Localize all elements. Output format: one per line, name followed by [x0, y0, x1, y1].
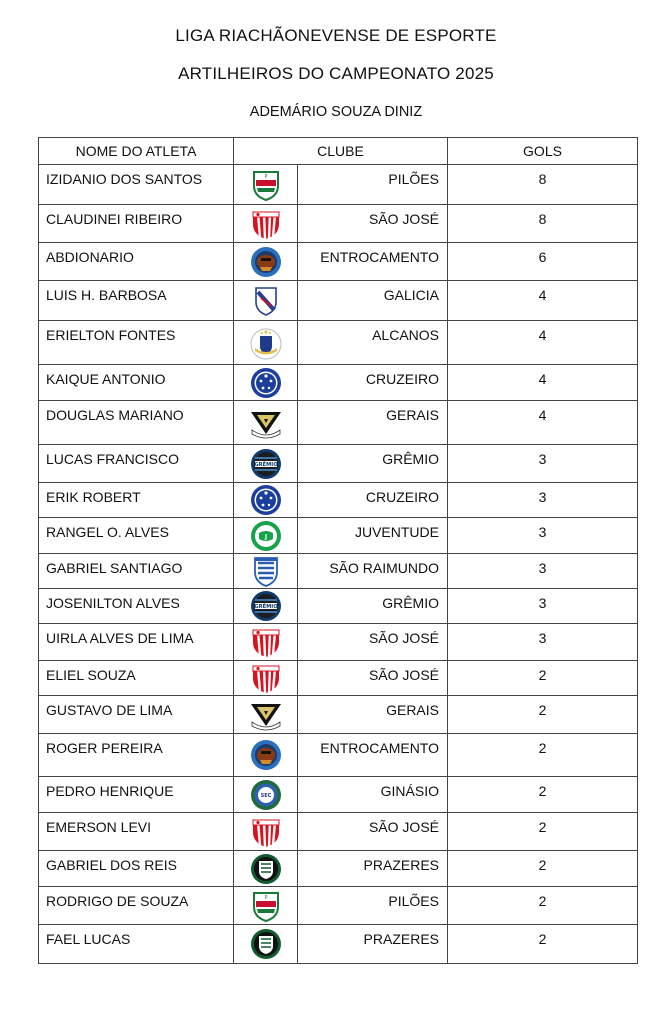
column-header-club: CLUBE	[234, 138, 448, 165]
entrocamento-crest-icon	[249, 738, 283, 772]
club-name: SÃO RAIMUNDO	[298, 554, 448, 589]
club-name: PILÕES	[298, 165, 448, 205]
sao-jose-crest-icon	[249, 207, 283, 241]
club-name: SÃO JOSÉ	[298, 624, 448, 661]
athlete-name: CLAUDINEI RIBEIRO	[39, 205, 234, 243]
goal-count: 4	[448, 365, 638, 401]
goal-count: 4	[448, 401, 638, 445]
table-row	[39, 281, 638, 321]
gremio-crest-icon	[249, 589, 283, 623]
club-name: GINÁSIO	[298, 777, 448, 813]
table-row	[39, 205, 638, 243]
club-crest-cell	[234, 589, 298, 624]
sao-jose-crest-icon	[249, 815, 283, 849]
club-crest-cell	[234, 281, 298, 321]
goal-count: 3	[448, 624, 638, 661]
club-crest-cell	[234, 851, 298, 887]
cruzeiro-crest-icon	[249, 366, 283, 400]
club-crest-cell	[234, 518, 298, 554]
club-crest-cell	[234, 321, 298, 365]
column-header-athlete: NOME DO ATLETA	[39, 138, 234, 165]
goal-count: 2	[448, 887, 638, 925]
athlete-name: JOSENILTON ALVES	[39, 589, 234, 624]
club-crest-cell	[234, 445, 298, 483]
gerais-crest-icon	[249, 698, 283, 732]
athlete-name: FAEL LUCAS	[39, 925, 234, 964]
athlete-name: LUIS H. BARBOSA	[39, 281, 234, 321]
table-row	[39, 887, 638, 925]
club-name: SÃO JOSÉ	[298, 205, 448, 243]
club-crest-cell	[234, 365, 298, 401]
club-crest-cell	[234, 165, 298, 205]
goal-count: 4	[448, 281, 638, 321]
table-row	[39, 661, 638, 696]
club-name: SÃO JOSÉ	[298, 661, 448, 696]
goal-count: 2	[448, 734, 638, 777]
league-title: LIGA RIACHÃONEVENSE DE ESPORTE	[175, 26, 497, 45]
athlete-name: ERIELTON FONTES	[39, 321, 234, 365]
alcanos-crest-icon	[249, 326, 283, 360]
athlete-name: ABDIONARIO	[39, 243, 234, 281]
galicia-crest-icon	[249, 284, 283, 318]
goal-count: 2	[448, 661, 638, 696]
table-row	[39, 165, 638, 205]
athlete-name: ELIEL SOUZA	[39, 661, 234, 696]
table-row	[39, 445, 638, 483]
juventude-crest-icon	[249, 519, 283, 553]
athlete-name: DOUGLAS MARIANO	[39, 401, 234, 445]
svg-text:GRÊMIO: GRÊMIO	[253, 461, 278, 468]
table-row	[39, 813, 638, 851]
goal-count: 8	[448, 165, 638, 205]
club-crest-cell	[234, 483, 298, 518]
svg-text:SEC: SEC	[260, 792, 271, 799]
club-name: ALCANOS	[298, 321, 448, 365]
piloes-crest-icon	[249, 168, 283, 202]
club-crest-cell	[234, 777, 298, 813]
athlete-name: LUCAS FRANCISCO	[39, 445, 234, 483]
club-name: PRAZERES	[298, 925, 448, 964]
goal-count: 2	[448, 851, 638, 887]
table-row	[39, 777, 638, 813]
svg-text:GRÊMIO: GRÊMIO	[253, 604, 278, 610]
table-row	[39, 243, 638, 281]
club-name: CRUZEIRO	[298, 365, 448, 401]
competition-subtitle: ADEMÁRIO SOUZA DINIZ	[249, 104, 423, 120]
athlete-name: EMERSON LEVI	[39, 813, 234, 851]
club-crest-cell	[234, 661, 298, 696]
club-crest-cell	[234, 887, 298, 925]
goal-count: 3	[448, 589, 638, 624]
piloes-crest-icon	[249, 889, 283, 923]
athlete-name: ERIK ROBERT	[39, 483, 234, 518]
table-row	[39, 401, 638, 445]
goal-count: 6	[448, 243, 638, 281]
goal-count: 4	[448, 321, 638, 365]
goal-count: 3	[448, 554, 638, 589]
athlete-name: ROGER PEREIRA	[39, 734, 234, 777]
goal-count: 2	[448, 813, 638, 851]
table-row	[39, 518, 638, 554]
club-name: PRAZERES	[298, 851, 448, 887]
club-crest-cell	[234, 554, 298, 589]
club-name: JUVENTUDE	[298, 518, 448, 554]
table-row	[39, 925, 638, 964]
athlete-name: RODRIGO DE SOUZA	[39, 887, 234, 925]
club-name: PILÕES	[298, 887, 448, 925]
club-name: GRÊMIO	[298, 445, 448, 483]
goal-count: 3	[448, 518, 638, 554]
cruzeiro-crest-icon	[249, 483, 283, 517]
table-row	[39, 624, 638, 661]
column-header-goals: GOLS	[448, 138, 638, 165]
ginasio-crest-icon	[249, 778, 283, 812]
club-name: CRUZEIRO	[298, 483, 448, 518]
goal-count: 2	[448, 777, 638, 813]
prazeres-crest-icon	[249, 852, 283, 886]
club-name: GERAIS	[298, 401, 448, 445]
club-crest-cell	[234, 243, 298, 281]
athlete-name: GABRIEL DOS REIS	[39, 851, 234, 887]
entrocamento-crest-icon	[249, 245, 283, 279]
sao-jose-crest-icon	[249, 661, 283, 695]
athlete-name: UIRLA ALVES DE LIMA	[39, 624, 234, 661]
gremio-crest-icon	[249, 447, 283, 481]
table-row	[39, 589, 638, 624]
club-name: SÃO JOSÉ	[298, 813, 448, 851]
club-name: ENTROCAMENTO	[298, 734, 448, 777]
sao-raimundo-crest-icon	[249, 554, 283, 588]
club-name: GRÊMIO	[298, 589, 448, 624]
athlete-name: KAIQUE ANTONIO	[39, 365, 234, 401]
goal-count: 3	[448, 483, 638, 518]
club-crest-cell	[234, 734, 298, 777]
table-row	[39, 851, 638, 887]
svg-text:P: P	[263, 894, 268, 901]
athlete-name: GABRIEL SANTIAGO	[39, 554, 234, 589]
table-row	[39, 365, 638, 401]
club-name: GALICIA	[298, 281, 448, 321]
club-name: GERAIS	[298, 696, 448, 734]
club-name: ENTROCAMENTO	[298, 243, 448, 281]
table-header-row	[39, 138, 638, 165]
table-row	[39, 696, 638, 734]
svg-text:P: P	[263, 173, 268, 180]
athlete-name: GUSTAVO DE LIMA	[39, 696, 234, 734]
scorers-table	[38, 137, 638, 964]
prazeres-crest-icon	[249, 927, 283, 961]
table-row	[39, 734, 638, 777]
athlete-name: PEDRO HENRIQUE	[39, 777, 234, 813]
table-row	[39, 554, 638, 589]
club-crest-cell	[234, 205, 298, 243]
club-crest-cell	[234, 624, 298, 661]
svg-text:J: J	[264, 533, 267, 540]
table-row	[39, 483, 638, 518]
club-crest-cell	[234, 401, 298, 445]
club-crest-cell	[234, 813, 298, 851]
athlete-name: IZIDANIO DOS SANTOS	[39, 165, 234, 205]
sao-jose-crest-icon	[249, 625, 283, 659]
goal-count: 2	[448, 925, 638, 964]
club-crest-cell	[234, 925, 298, 964]
goal-count: 2	[448, 696, 638, 734]
gerais-crest-icon	[249, 406, 283, 440]
page-title: ARTILHEIROS DO CAMPEONATO 2025	[178, 64, 494, 83]
club-crest-cell	[234, 696, 298, 734]
goal-count: 3	[448, 445, 638, 483]
table-row	[39, 321, 638, 365]
athlete-name: RANGEL O. ALVES	[39, 518, 234, 554]
goal-count: 8	[448, 205, 638, 243]
